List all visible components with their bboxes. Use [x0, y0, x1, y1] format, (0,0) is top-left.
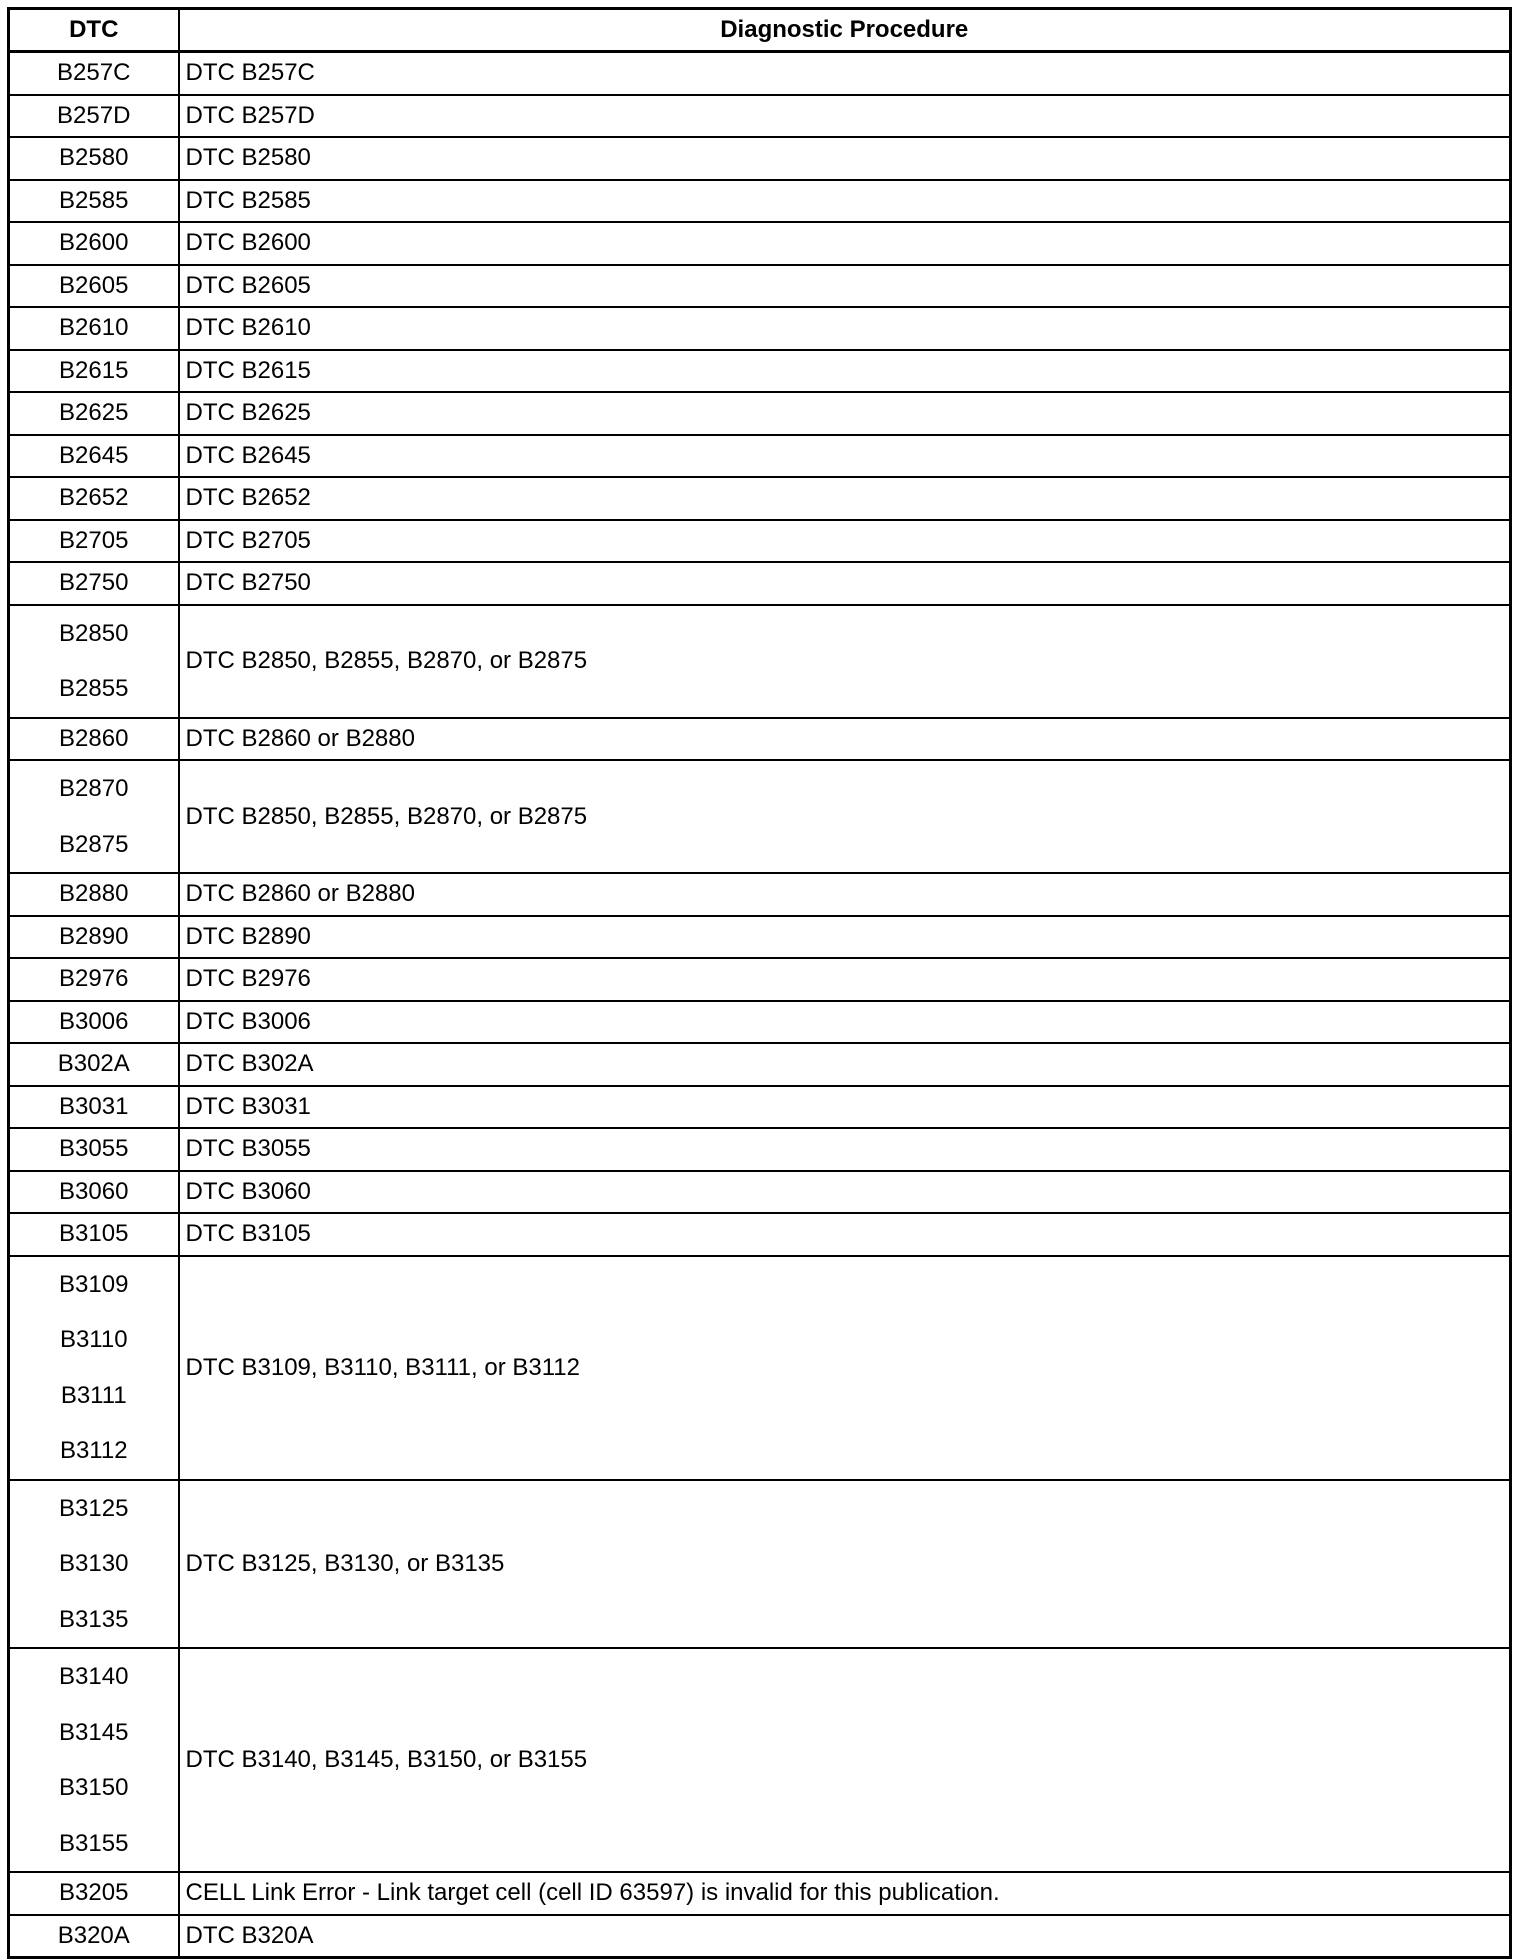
dtc-code: B2705 — [59, 526, 129, 554]
table-row — [9, 1872, 1511, 1915]
dtc-code: B257C — [57, 59, 131, 86]
table-row — [9, 1915, 1511, 1958]
dtc-code: B3055 — [59, 1135, 129, 1162]
diagnostic-procedure-link[interactable]: DTC B3125, B3130, or B3135 — [179, 1480, 1511, 1649]
dtc-code: B2625 — [59, 399, 129, 426]
diagnostic-procedure-link[interactable]: DTC B2850, B2855, B2870, or B2875 — [179, 605, 1511, 718]
diagnostic-procedure-link[interactable]: DTC B3109, B3110, B3111, or B3112 — [179, 1256, 1511, 1480]
dtc-code-cell — [9, 95, 179, 138]
diagnostic-procedure-link[interactable]: DTC B2860 or B2880 — [179, 873, 1511, 916]
dtc-code-cell — [9, 1086, 179, 1129]
table-row — [9, 52, 1511, 95]
dtc-code-cell — [9, 1915, 179, 1958]
diagnostic-procedure-link[interactable]: DTC B257D — [179, 95, 1511, 138]
table-row — [9, 1480, 1511, 1649]
dtc-code-cell — [9, 392, 179, 435]
dtc-code-cell — [9, 307, 179, 350]
table-row — [9, 392, 1511, 435]
dtc-code-cell — [9, 180, 179, 223]
dtc-code-cell — [9, 1213, 179, 1256]
table-row — [9, 435, 1511, 478]
diagnostic-procedure-link[interactable]: DTC B2976 — [179, 958, 1511, 1001]
dtc-code: B2645 — [59, 441, 129, 469]
dtc-code-cell — [9, 477, 179, 520]
diagnostic-procedure-link[interactable]: DTC B2625 — [179, 392, 1511, 435]
dtc-code: B2850 — [59, 619, 129, 647]
dtc-code: B3110 — [59, 1326, 128, 1353]
dtc-code-cell — [9, 1043, 179, 1086]
table-body — [9, 52, 1511, 1958]
dtc-code: B3130 — [59, 1550, 129, 1577]
table-row — [9, 180, 1511, 223]
dtc-code: B3140 — [59, 1663, 129, 1690]
dtc-code: B3150 — [59, 1774, 129, 1801]
table-row — [9, 916, 1511, 959]
dtc-code: B2600 — [59, 229, 129, 256]
dtc-code-cell — [9, 958, 179, 1001]
diagnostic-procedure-link[interactable]: DTC B2705 — [179, 520, 1511, 563]
procedure-column-header: Diagnostic Procedure — [179, 9, 1511, 52]
diagnostic-procedure-link[interactable]: DTC B2580 — [179, 137, 1511, 180]
dtc-code: B2585 — [59, 186, 129, 214]
dtc-code: B2750 — [59, 569, 129, 596]
table-row — [9, 958, 1511, 1001]
table-row — [9, 1171, 1511, 1214]
dtc-code-cell — [9, 265, 179, 308]
dtc-code: B2860 — [59, 724, 129, 752]
diagnostic-procedure-link[interactable]: DTC B302A — [179, 1043, 1511, 1086]
dtc-code-cell — [9, 760, 179, 873]
table-row — [9, 1086, 1511, 1129]
diagnostic-procedure-link[interactable]: DTC B2585 — [179, 180, 1511, 223]
diagnostic-procedure-link[interactable]: DTC B2615 — [179, 350, 1511, 393]
diagnostic-procedure-link[interactable]: DTC B2645 — [179, 435, 1511, 478]
dtc-code: B3112 — [59, 1437, 128, 1464]
dtc-code-cell — [9, 137, 179, 180]
diagnostic-procedure-link[interactable]: DTC B3006 — [179, 1001, 1511, 1044]
diagnostic-procedure-link[interactable]: DTC B2850, B2855, B2870, or B2875 — [179, 760, 1511, 873]
dtc-code: B2870 — [59, 775, 129, 802]
table-row — [9, 1043, 1511, 1086]
dtc-code: B257D — [57, 101, 131, 129]
table-row — [9, 95, 1511, 138]
table-row — [9, 350, 1511, 393]
dtc-code-cell — [9, 605, 179, 718]
dtc-code: B3111 — [60, 1381, 127, 1409]
table-row — [9, 1001, 1511, 1044]
dtc-table — [7, 7, 1512, 1959]
dtc-code: B2580 — [59, 144, 129, 171]
dtc-code-cell — [9, 520, 179, 563]
dtc-code-cell — [9, 1648, 179, 1872]
table-row — [9, 477, 1511, 520]
dtc-code: B2976 — [59, 965, 129, 992]
dtc-code-cell — [9, 1480, 179, 1649]
dtc-code: B3031 — [59, 1092, 129, 1120]
table-row — [9, 1213, 1511, 1256]
dtc-code: B3125 — [59, 1494, 129, 1522]
diagnostic-procedure-link[interactable]: CELL Link Error - Link target cell (cell ID 63597) is invalid for this publication. — [179, 1872, 1511, 1915]
table-row — [9, 137, 1511, 180]
dtc-code-cell — [9, 1171, 179, 1214]
dtc-code-cell — [9, 873, 179, 916]
dtc-code: B3006 — [59, 1007, 129, 1035]
diagnostic-procedure-link[interactable]: DTC B3055 — [179, 1128, 1511, 1171]
dtc-code-cell — [9, 916, 179, 959]
table-row — [9, 718, 1511, 761]
dtc-code-cell — [9, 718, 179, 761]
diagnostic-procedure-link[interactable]: DTC B2610 — [179, 307, 1511, 350]
dtc-code: B2615 — [59, 356, 129, 384]
dtc-code: B3109 — [59, 1270, 129, 1298]
dtc-code: B2875 — [59, 830, 129, 858]
dtc-code-cell — [9, 350, 179, 393]
table-row — [9, 1128, 1511, 1171]
diagnostic-procedure-link[interactable]: DTC B257C — [179, 52, 1511, 95]
table-row — [9, 222, 1511, 265]
dtc-code-cell — [9, 435, 179, 478]
diagnostic-procedure-link[interactable]: DTC B2750 — [179, 562, 1511, 605]
dtc-code: B3155 — [59, 1829, 129, 1857]
diagnostic-procedure-link[interactable]: DTC B2890 — [179, 916, 1511, 959]
table-row — [9, 605, 1511, 718]
diagnostic-procedure-link[interactable]: DTC B3060 — [179, 1171, 1511, 1214]
dtc-code: B2605 — [59, 271, 129, 299]
dtc-code: B2610 — [59, 314, 129, 341]
dtc-code: B3135 — [59, 1605, 129, 1633]
dtc-code: B2652 — [59, 484, 129, 511]
diagnostic-procedure-link[interactable]: DTC B2600 — [179, 222, 1511, 265]
dtc-code-cell — [9, 562, 179, 605]
dtc-code: B320A — [57, 1921, 130, 1949]
diagnostic-procedure-link[interactable]: DTC B2860 or B2880 — [179, 718, 1511, 761]
diagnostic-procedure-link[interactable]: DTC B2652 — [179, 477, 1511, 520]
table-row — [9, 873, 1511, 916]
diagnostic-procedure-link[interactable]: DTC B320A — [179, 1915, 1511, 1958]
diagnostic-procedure-link[interactable]: DTC B3031 — [179, 1086, 1511, 1129]
dtc-code: B302A — [57, 1050, 130, 1077]
dtc-code-cell — [9, 52, 179, 95]
table-row — [9, 520, 1511, 563]
table-row — [9, 1256, 1511, 1480]
dtc-code: B3145 — [59, 1718, 129, 1746]
dtc-code: B2855 — [59, 675, 129, 702]
table-row — [9, 307, 1511, 350]
dtc-code-cell — [9, 1001, 179, 1044]
diagnostic-procedure-link[interactable]: DTC B2605 — [179, 265, 1511, 308]
dtc-code: B2880 — [59, 880, 129, 907]
table-row — [9, 562, 1511, 605]
table-header-row — [9, 9, 1511, 52]
dtc-code: B3205 — [59, 1879, 129, 1906]
dtc-code-cell — [9, 1256, 179, 1480]
dtc-code-cell — [9, 222, 179, 265]
dtc-code: B3060 — [59, 1177, 129, 1205]
dtc-code: B2890 — [59, 922, 129, 950]
dtc-column-header: DTC — [9, 9, 179, 52]
table-row — [9, 760, 1511, 873]
table-row — [9, 1648, 1511, 1872]
dtc-code: B3105 — [59, 1220, 129, 1247]
diagnostic-procedure-link[interactable]: DTC B3140, B3145, B3150, or B3155 — [179, 1648, 1511, 1872]
table-row — [9, 265, 1511, 308]
diagnostic-procedure-link[interactable]: DTC B3105 — [179, 1213, 1511, 1256]
dtc-code-cell — [9, 1128, 179, 1171]
dtc-code-cell — [9, 1872, 179, 1915]
